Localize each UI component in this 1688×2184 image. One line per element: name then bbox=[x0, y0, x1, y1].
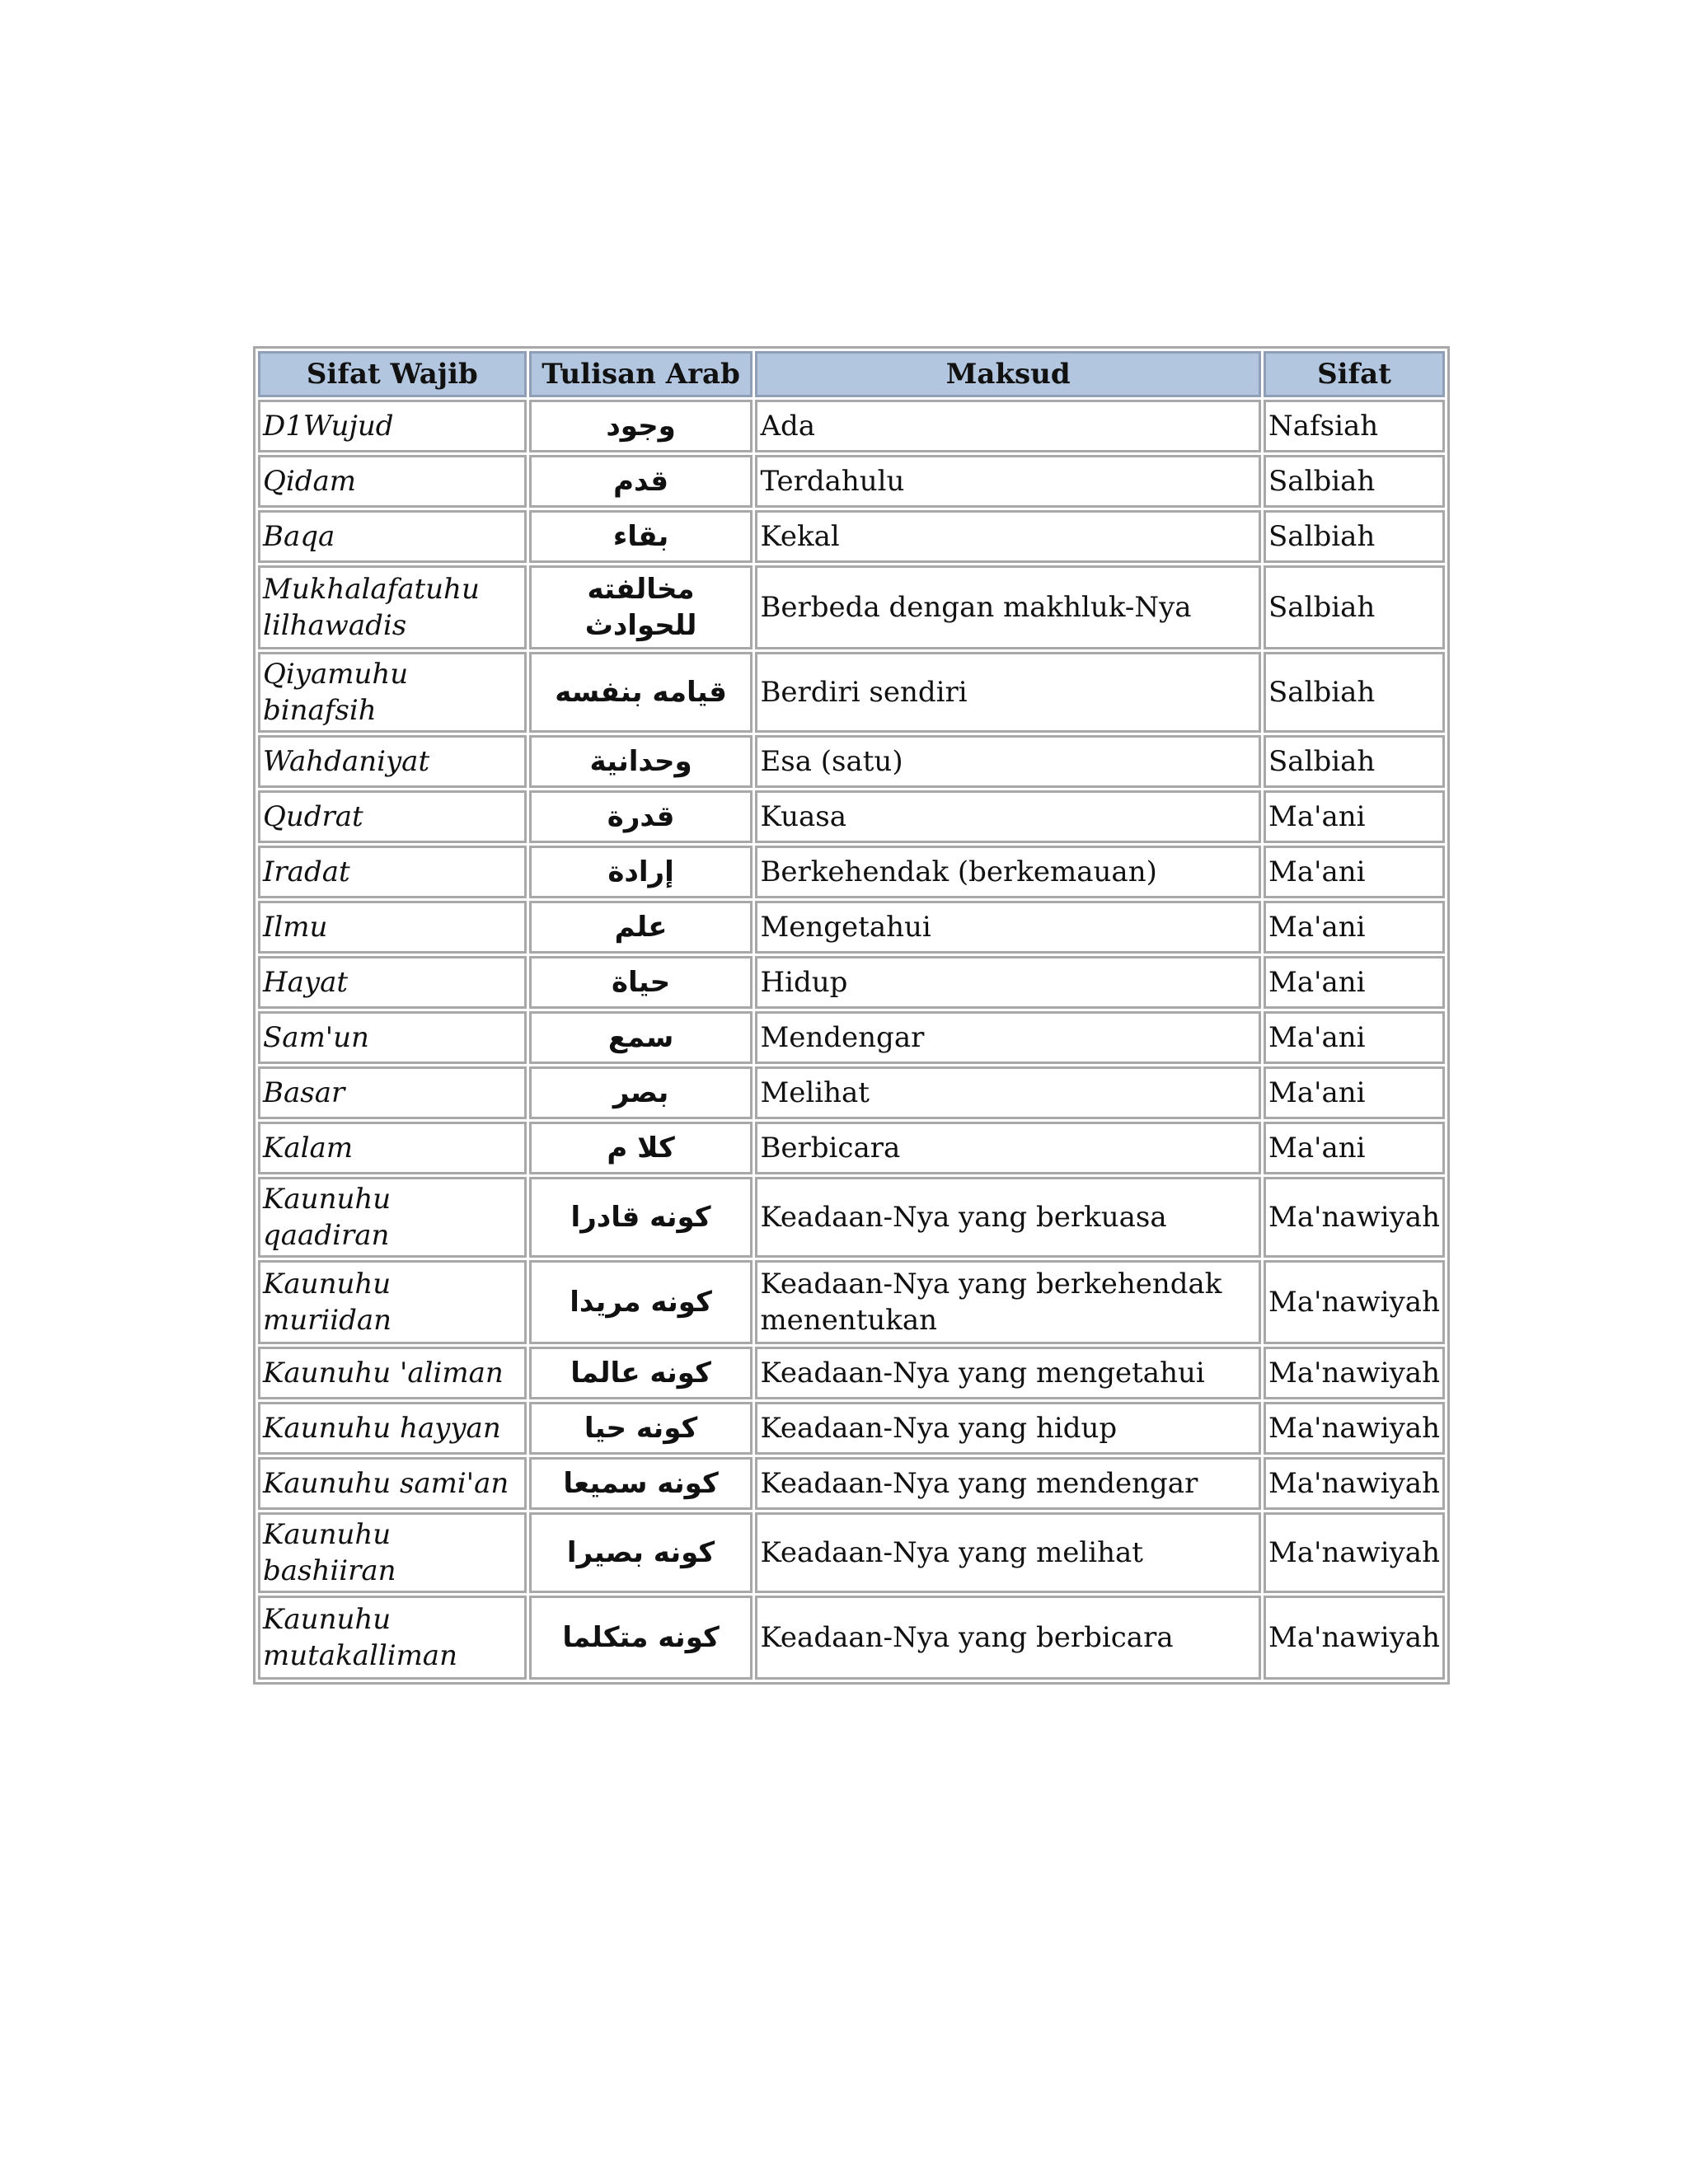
cell-sifat-wajib: Hayat bbox=[258, 956, 527, 1009]
table-row bbox=[258, 1512, 1445, 1593]
cell-sifat-wajib: Kaunuhu hayyan bbox=[258, 1402, 527, 1455]
table-row bbox=[258, 1457, 1445, 1510]
cell-sifat: Salbiah bbox=[1264, 652, 1445, 733]
table-row bbox=[258, 1066, 1445, 1119]
cell-sifat-wajib: Ilmu bbox=[258, 901, 527, 954]
cell-sifat-wajib: Baqa bbox=[258, 510, 527, 563]
cell-maksud: Keadaan-Nya yang melihat bbox=[755, 1512, 1261, 1593]
header-row bbox=[258, 351, 1445, 397]
cell-maksud: Keadaan-Nya yang hidup bbox=[755, 1402, 1261, 1455]
cell-sifat: Ma'nawiyah bbox=[1264, 1347, 1445, 1399]
cell-tulisan-arab: كونه متكلما bbox=[529, 1596, 753, 1680]
table-row bbox=[258, 455, 1445, 508]
cell-tulisan-arab: كونه سميعا bbox=[529, 1457, 753, 1510]
table-row bbox=[258, 652, 1445, 733]
sifat-wajib-table bbox=[253, 346, 1450, 1685]
cell-sifat: Ma'nawiyah bbox=[1264, 1512, 1445, 1593]
table-row bbox=[258, 1596, 1445, 1680]
table-row bbox=[258, 510, 1445, 563]
cell-tulisan-arab: وحدانية bbox=[529, 735, 753, 788]
cell-tulisan-arab: كونه حيا bbox=[529, 1402, 753, 1455]
table-row bbox=[258, 1347, 1445, 1399]
cell-maksud: Terdahulu bbox=[755, 455, 1261, 508]
cell-sifat-wajib: Kaunuhu sami'an bbox=[258, 1457, 527, 1510]
cell-sifat: Ma'ani bbox=[1264, 846, 1445, 898]
cell-maksud: Mendengar bbox=[755, 1011, 1261, 1064]
table-row bbox=[258, 735, 1445, 788]
cell-tulisan-arab: قيامه بنفسه bbox=[529, 652, 753, 733]
cell-tulisan-arab: كونه مريدا bbox=[529, 1260, 753, 1344]
cell-maksud: Keadaan-Nya yang berbicara bbox=[755, 1596, 1261, 1680]
cell-sifat-wajib: Qiyamuhu binafsih bbox=[258, 652, 527, 733]
cell-maksud: Keadaan-Nya yang mengetahui bbox=[755, 1347, 1261, 1399]
cell-maksud: Keadaan-Nya yang mendengar bbox=[755, 1457, 1261, 1510]
cell-maksud: Keadaan-Nya yang berkuasa bbox=[755, 1177, 1261, 1258]
table-header bbox=[258, 351, 1445, 397]
header-sifat-wajib: Sifat Wajib bbox=[258, 351, 527, 397]
cell-maksud: Berbicara bbox=[755, 1122, 1261, 1174]
cell-tulisan-arab: كونه عالما bbox=[529, 1347, 753, 1399]
cell-tulisan-arab: كونه بصيرا bbox=[529, 1512, 753, 1593]
cell-maksud: Hidup bbox=[755, 956, 1261, 1009]
cell-tulisan-arab: قدم bbox=[529, 455, 753, 508]
cell-sifat-wajib: Qudrat bbox=[258, 790, 527, 843]
cell-sifat-wajib: Mukhalafatuhu lilhawadis bbox=[258, 565, 527, 649]
cell-maksud: Melihat bbox=[755, 1066, 1261, 1119]
cell-sifat: Salbiah bbox=[1264, 455, 1445, 508]
cell-sifat: Ma'ani bbox=[1264, 1011, 1445, 1064]
cell-maksud: Ada bbox=[755, 400, 1261, 452]
cell-sifat: Ma'nawiyah bbox=[1264, 1177, 1445, 1258]
header-maksud: Maksud bbox=[755, 351, 1261, 397]
header-tulisan-arab: Tulisan Arab bbox=[529, 351, 753, 397]
cell-sifat: Ma'ani bbox=[1264, 1122, 1445, 1174]
cell-maksud: Berbeda dengan makhluk-Nya bbox=[755, 565, 1261, 649]
cell-tulisan-arab: وجود bbox=[529, 400, 753, 452]
cell-maksud: Berdiri sendiri bbox=[755, 652, 1261, 733]
table-row bbox=[258, 565, 1445, 649]
table-row bbox=[258, 956, 1445, 1009]
cell-sifat: Nafsiah bbox=[1264, 400, 1445, 452]
table-body bbox=[258, 400, 1445, 1680]
cell-maksud: Mengetahui bbox=[755, 901, 1261, 954]
cell-tulisan-arab: مخالفته للحوادث bbox=[529, 565, 753, 649]
cell-tulisan-arab: سمع bbox=[529, 1011, 753, 1064]
cell-tulisan-arab: كلا م bbox=[529, 1122, 753, 1174]
cell-sifat: Ma'nawiyah bbox=[1264, 1596, 1445, 1680]
table-row bbox=[258, 1260, 1445, 1344]
cell-sifat-wajib: Iradat bbox=[258, 846, 527, 898]
cell-sifat-wajib: Kaunuhu mutakalliman bbox=[258, 1596, 527, 1680]
cell-tulisan-arab: كونه قادرا bbox=[529, 1177, 753, 1258]
table-row bbox=[258, 1122, 1445, 1174]
cell-sifat: Salbiah bbox=[1264, 565, 1445, 649]
cell-sifat-wajib: Kaunuhu muriidan bbox=[258, 1260, 527, 1344]
cell-tulisan-arab: إرادة bbox=[529, 846, 753, 898]
cell-sifat: Ma'ani bbox=[1264, 901, 1445, 954]
cell-maksud: Kuasa bbox=[755, 790, 1261, 843]
cell-sifat: Ma'ani bbox=[1264, 956, 1445, 1009]
cell-tulisan-arab: حياة bbox=[529, 956, 753, 1009]
table-row bbox=[258, 400, 1445, 452]
cell-sifat: Salbiah bbox=[1264, 735, 1445, 788]
cell-sifat-wajib: Kaunuhu qaadiran bbox=[258, 1177, 527, 1258]
table-row bbox=[258, 846, 1445, 898]
cell-sifat: Ma'nawiyah bbox=[1264, 1457, 1445, 1510]
cell-sifat: Ma'nawiyah bbox=[1264, 1402, 1445, 1455]
cell-maksud: Kekal bbox=[755, 510, 1261, 563]
cell-tulisan-arab: بقاء bbox=[529, 510, 753, 563]
cell-sifat-wajib: Kaunuhu 'aliman bbox=[258, 1347, 527, 1399]
cell-maksud: Keadaan-Nya yang berkehendak menentukan bbox=[755, 1260, 1261, 1344]
table-row bbox=[258, 1402, 1445, 1455]
cell-tulisan-arab: بصر bbox=[529, 1066, 753, 1119]
cell-sifat: Ma'ani bbox=[1264, 790, 1445, 843]
cell-sifat-wajib: Sam'un bbox=[258, 1011, 527, 1064]
cell-sifat-wajib: D1Wujud bbox=[258, 400, 527, 452]
table-row bbox=[258, 790, 1445, 843]
cell-sifat-wajib: Kaunuhu bashiiran bbox=[258, 1512, 527, 1593]
cell-sifat-wajib: Wahdaniyat bbox=[258, 735, 527, 788]
cell-maksud: Berkehendak (berkemauan) bbox=[755, 846, 1261, 898]
header-sifat: Sifat bbox=[1264, 351, 1445, 397]
cell-sifat: Salbiah bbox=[1264, 510, 1445, 563]
cell-sifat-wajib: Kalam bbox=[258, 1122, 527, 1174]
cell-maksud: Esa (satu) bbox=[755, 735, 1261, 788]
table-row bbox=[258, 901, 1445, 954]
cell-tulisan-arab: علم bbox=[529, 901, 753, 954]
table-row bbox=[258, 1177, 1445, 1258]
cell-tulisan-arab: قدرة bbox=[529, 790, 753, 843]
cell-sifat: Ma'nawiyah bbox=[1264, 1260, 1445, 1344]
cell-sifat-wajib: Qidam bbox=[258, 455, 527, 508]
cell-sifat: Ma'ani bbox=[1264, 1066, 1445, 1119]
table-row bbox=[258, 1011, 1445, 1064]
cell-sifat-wajib: Basar bbox=[258, 1066, 527, 1119]
